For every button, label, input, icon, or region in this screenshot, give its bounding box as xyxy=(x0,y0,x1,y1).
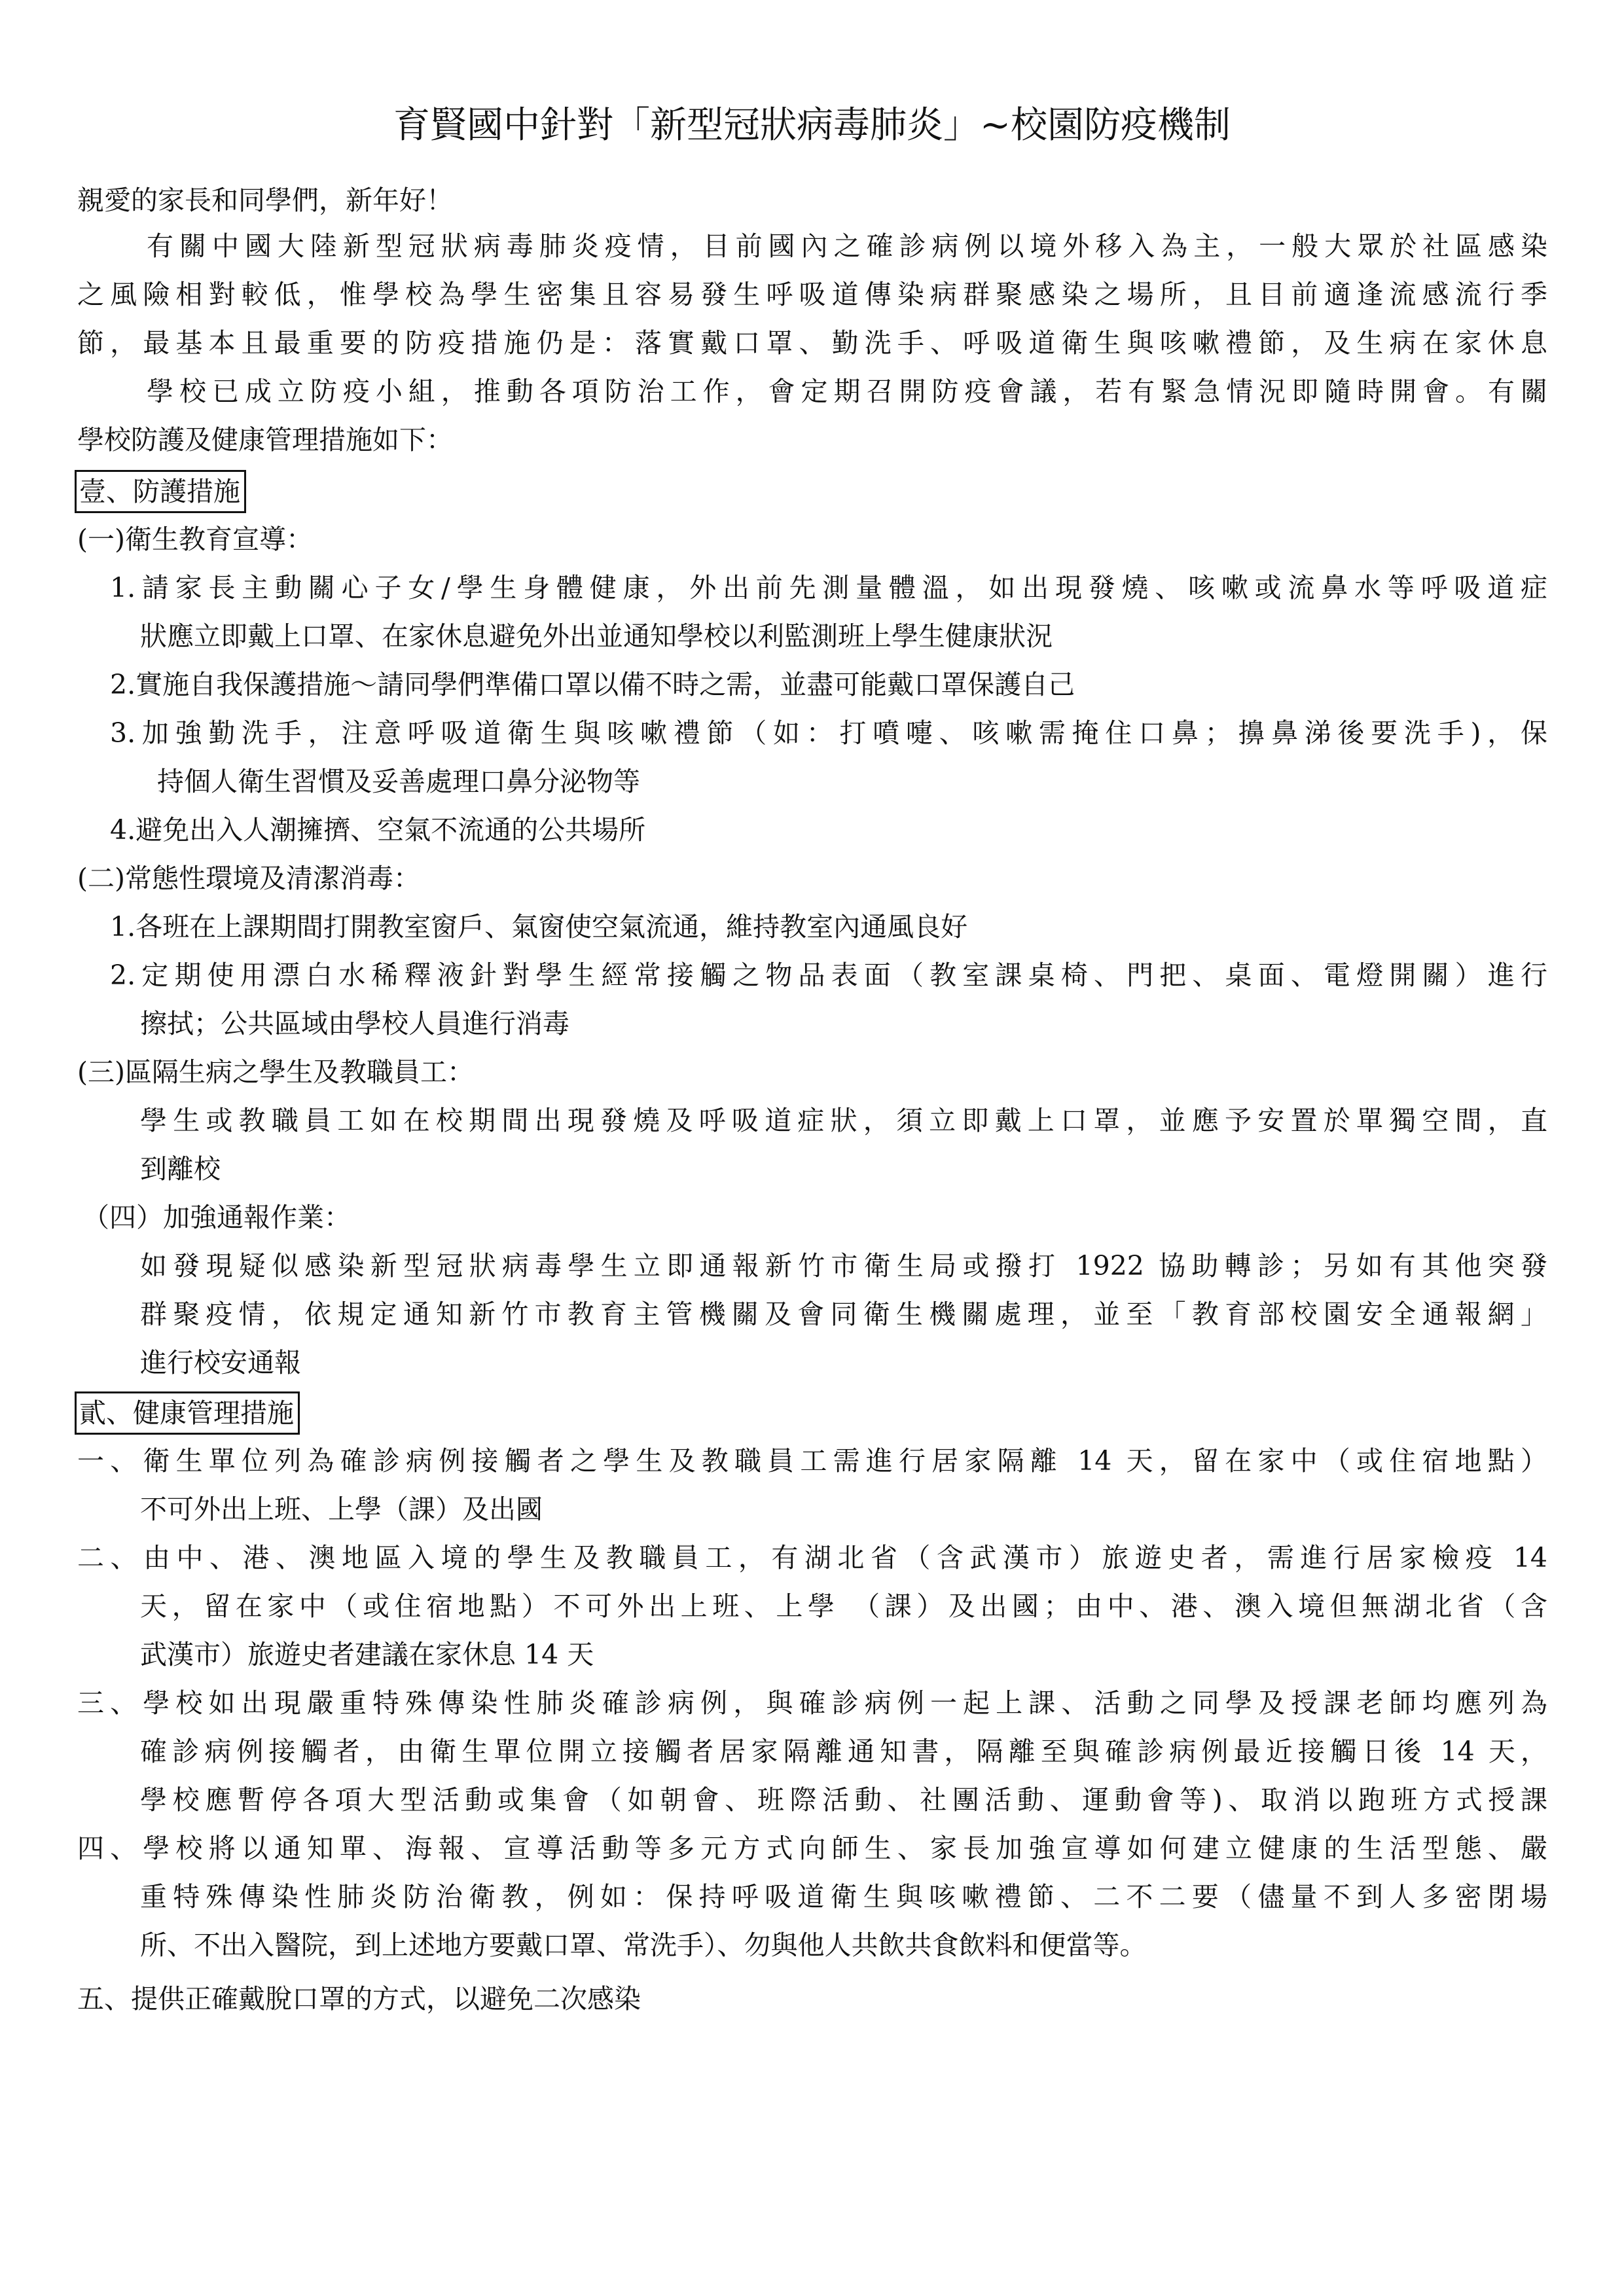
health-item-4-line-2: 重特殊傳染性肺炎防治衛教，例如：保持呼吸道衛生與咳嗽禮節、二不二要（儘量不到人多密閉場 xyxy=(140,1881,1547,1912)
intro-paragraph-2-line-1: 學校已成立防疫小組，推動各項防治工作，會定期召開防疫會議，若有緊急情況即隨時開會。有關 xyxy=(147,376,1547,407)
reporting-text-line-3: 進行校安通報 xyxy=(140,1347,301,1378)
isolation-text-line-2: 到離校 xyxy=(140,1153,221,1185)
health-item-1-line-1: 一、衛生單位列為確診病例接觸者之學生及教職員工需進行居家隔離 14 天，留在家中（或住宿地點） xyxy=(77,1445,1547,1477)
hygiene-item-1-line-2: 狀應立即戴上口罩、在家休息避免外出並通知學校以利監測班上學生健康狀況 xyxy=(140,620,1053,652)
intro-paragraph-1-line-3: 節，最基本且最重要的防疫措施仍是：落實戴口罩、勤洗手、呼吸道衛生與咳嗽禮節，及生病在家休息 xyxy=(77,327,1547,359)
section-1-sub-2-heading: (二)常態性環境及清潔消毒： xyxy=(77,863,420,894)
section-2-heading: 貳、健康管理措施 xyxy=(75,1391,300,1435)
hygiene-item-3-line-2: 持個人衛生習慣及妥善處理口鼻分泌物等 xyxy=(157,766,640,797)
hygiene-item-1-line-1: 1.請家長主動關心子女/學生身體健康，外出前先測量體溫，如出現發燒、咳嗽或流鼻水等呼吸道症 xyxy=(110,572,1547,603)
section-1-sub-4-heading: （四）加強通報作業： xyxy=(82,1202,351,1233)
health-item-4-line-3: 所、不出入醫院，到上述地方要戴口罩、常洗手）、勿與他人共飲共食飲料和便當等。 xyxy=(140,1929,1147,1961)
cleaning-item-2-line-2: 擦拭；公共區域由學校人員進行消毒 xyxy=(140,1008,569,1039)
health-item-2-line-3: 武漢市）旅遊史者建議在家休息 14 天 xyxy=(140,1639,594,1670)
health-item-3-line-1: 三、學校如出現嚴重特殊傳染性肺炎確診病例，與確診病例一起上課、活動之同學及授課老師均應列為 xyxy=(77,1687,1547,1719)
health-item-3-line-2: 確診病例接觸者，由衛生單位開立接觸者居家隔離通知書，隔離至與確診病例最近接觸日後 14 天， xyxy=(140,1736,1547,1767)
hygiene-item-3-line-1: 3.加強勤洗手，注意呼吸道衛生與咳嗽禮節（如：打噴嚏、咳嗽需掩住口鼻；擤鼻涕後要洗手)，保 xyxy=(110,717,1547,749)
health-item-1-line-2: 不可外出上班、上學（課）及出國 xyxy=(140,1494,543,1525)
health-item-5: 五、提供正確戴脫口罩的方式，以避免二次感染 xyxy=(77,1983,641,2015)
health-item-2-line-1: 二、由中、港、澳地區入境的學生及教職員工，有湖北省（含武漢市）旅遊史者，需進行居家檢疫 14 xyxy=(77,1542,1547,1573)
cleaning-item-1: 1.各班在上課期間打開教室窗戶、氣窗使空氣流通，維持教室內通風良好 xyxy=(110,911,968,942)
document-title: 育賢國中針對「新型冠狀病毒肺炎」~校園防疫機制 xyxy=(393,104,1231,147)
intro-paragraph-1-line-2: 之風險相對較低，惟學校為學生密集且容易發生呼吸道傳染病群聚感染之場所，且目前適逢流感流行季 xyxy=(77,279,1547,310)
greeting: 親愛的家長和同學們，新年好！ xyxy=(77,185,453,216)
reporting-text-line-1: 如發現疑似感染新型冠狀病毒學生立即通報新竹市衛生局或撥打 1922 協助轉診；另如有其他突發 xyxy=(140,1250,1547,1282)
section-1-sub-1-heading: (一)衛生教育宣導： xyxy=(77,524,313,555)
isolation-text-line-1: 學生或教職員工如在校期間出現發燒及呼吸道症狀，須立即戴上口罩，並應予安置於單獨空間，直 xyxy=(140,1105,1547,1136)
section-1-sub-3-heading: (三)區隔生病之學生及教職員工： xyxy=(77,1056,474,1088)
cleaning-item-2-line-1: 2.定期使用漂白水稀釋液針對學生經常接觸之物品表面（教室課桌椅、門把、桌面、電燈開關）進行 xyxy=(110,960,1547,991)
reporting-text-line-2: 群聚疫情，依規定通知新竹市教育主管機關及會同衛生機關處理，並至「教育部校園安全通報網」 xyxy=(140,1299,1547,1330)
hygiene-item-2: 2.實施自我保護措施～請同學們準備口罩以備不時之需，並盡可能戴口罩保護自己 xyxy=(110,669,1075,700)
intro-paragraph-1-line-1: 有關中國大陸新型冠狀病毒肺炎疫情，目前國內之確診病例以境外移入為主，一般大眾於社區感染 xyxy=(147,230,1547,262)
health-item-3-line-3: 學校應暫停各項大型活動或集會（如朝會、班際活動、社團活動、運動會等)、取消以跑班方式授課 xyxy=(140,1784,1547,1816)
section-1-heading: 壹、防護措施 xyxy=(75,470,246,513)
hygiene-item-4: 4.避免出入人潮擁擠、空氣不流通的公共場所 xyxy=(110,814,646,846)
health-item-2-line-2: 天，留在家中（或住宿地點）不可外出上班、上學 （課）及出國；由中、港、澳入境但無湖北省（含 xyxy=(140,1590,1547,1622)
health-item-4-line-1: 四、學校將以通知單、海報、宣導活動等多元方式向師生、家長加強宣導如何建立健康的生活型態、嚴 xyxy=(77,1833,1547,1864)
intro-paragraph-2-line-2: 學校防護及健康管理措施如下： xyxy=(77,424,453,456)
